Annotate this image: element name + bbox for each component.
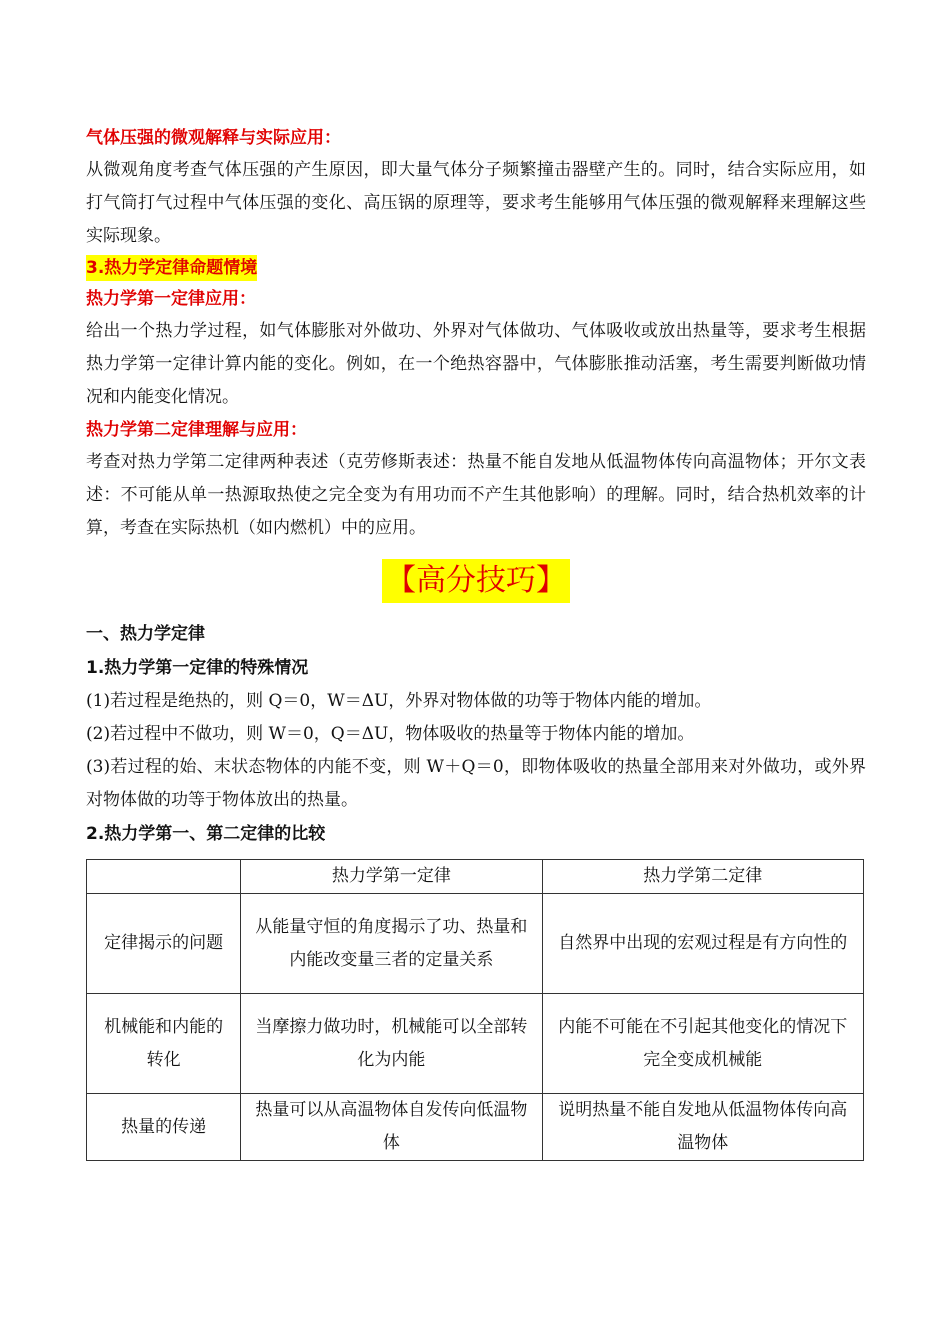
table-cell: 热量可以从高温物体自发传向低温物体 bbox=[241, 1094, 542, 1161]
gas-pressure-heading: 气体压强的微观解释与实际应用： bbox=[86, 128, 341, 148]
table-header-row bbox=[87, 860, 864, 894]
second-law-paragraph: 考查对热力学第二定律两种表述（克劳修斯表述：热量不能自发地从低温物体传向高温物体；开尔文表述：不可能从单一热源取热使之完全变为有用功而不产生其他影响）的理解。同时，结合热机效率的计算，考查在实际热机（如内燃机）中的应用。 bbox=[86, 452, 866, 538]
section3-heading: 3.热力学定律命题情境 bbox=[86, 255, 257, 281]
table-row bbox=[87, 894, 864, 994]
special-case-2: (2)若过程中不做功，则 W＝0，Q＝ΔU，物体吸收的热量等于物体内能的增加。 bbox=[86, 724, 695, 744]
table-row bbox=[87, 994, 864, 1094]
table-cell: 热量的传递 bbox=[87, 1094, 241, 1161]
table-cell: 内能不可能在不引起其他变化的情况下完全变成机械能 bbox=[542, 994, 863, 1094]
table-cell: 机械能和内能的转化 bbox=[87, 994, 241, 1094]
table-header-cell: 热力学第一定律 bbox=[241, 860, 542, 894]
special-case-1: (1)若过程是绝热的，则 Q＝0，W＝ΔU，外界对物体做的功等于物体内能的增加。 bbox=[86, 691, 712, 711]
sub1-heading: 1.热力学第一定律的特殊情况 bbox=[86, 658, 309, 678]
first-law-heading: 热力学第一定律应用： bbox=[86, 289, 256, 309]
first-law-paragraph: 给出一个热力学过程，如气体膨胀对外做功、外界对气体做功、气体吸收或放出热量等，要求考生根据热力学第一定律计算内能的变化。例如，在一个绝热容器中，气体膨胀推动活塞，考生需要判断做功情况和内能变化情况。 bbox=[86, 321, 866, 407]
table-cell: 当摩擦力做功时，机械能可以全部转化为内能 bbox=[241, 994, 542, 1094]
table-cell: 说明热量不能自发地从低温物体传向高温物体 bbox=[542, 1094, 863, 1161]
part1-heading: 一、热力学定律 bbox=[86, 624, 205, 644]
high-score-tips-banner: 【高分技巧】 bbox=[382, 559, 570, 603]
special-case-3: (3)若过程的始、末状态物体的内能不变，则 W＋Q＝0，即物体吸收的热量全部用来对外做功，或外界对物体做的功等于物体放出的热量。 bbox=[86, 757, 866, 810]
table-cell: 定律揭示的问题 bbox=[87, 894, 241, 994]
comparison-table bbox=[86, 859, 864, 1161]
table-header-cell: 热力学第二定律 bbox=[542, 860, 863, 894]
banner-container bbox=[86, 559, 866, 603]
table-cell: 从能量守恒的角度揭示了功、热量和内能改变量三者的定量关系 bbox=[241, 894, 542, 994]
gas-pressure-paragraph: 从微观角度考查气体压强的产生原因，即大量气体分子频繁撞击器壁产生的。同时，结合实际应用，如打气筒打气过程中气体压强的变化、高压锅的原理等，要求考生能够用气体压强的微观解释来理解这些实际现象。 bbox=[86, 160, 866, 246]
table-row bbox=[87, 1094, 864, 1161]
table-header-cell bbox=[87, 860, 241, 894]
second-law-heading: 热力学第二定律理解与应用： bbox=[86, 420, 307, 440]
sub2-heading: 2.热力学第一、第二定律的比较 bbox=[86, 824, 326, 844]
document-page bbox=[86, 122, 866, 1161]
table-cell: 自然界中出现的宏观过程是有方向性的 bbox=[542, 894, 863, 994]
